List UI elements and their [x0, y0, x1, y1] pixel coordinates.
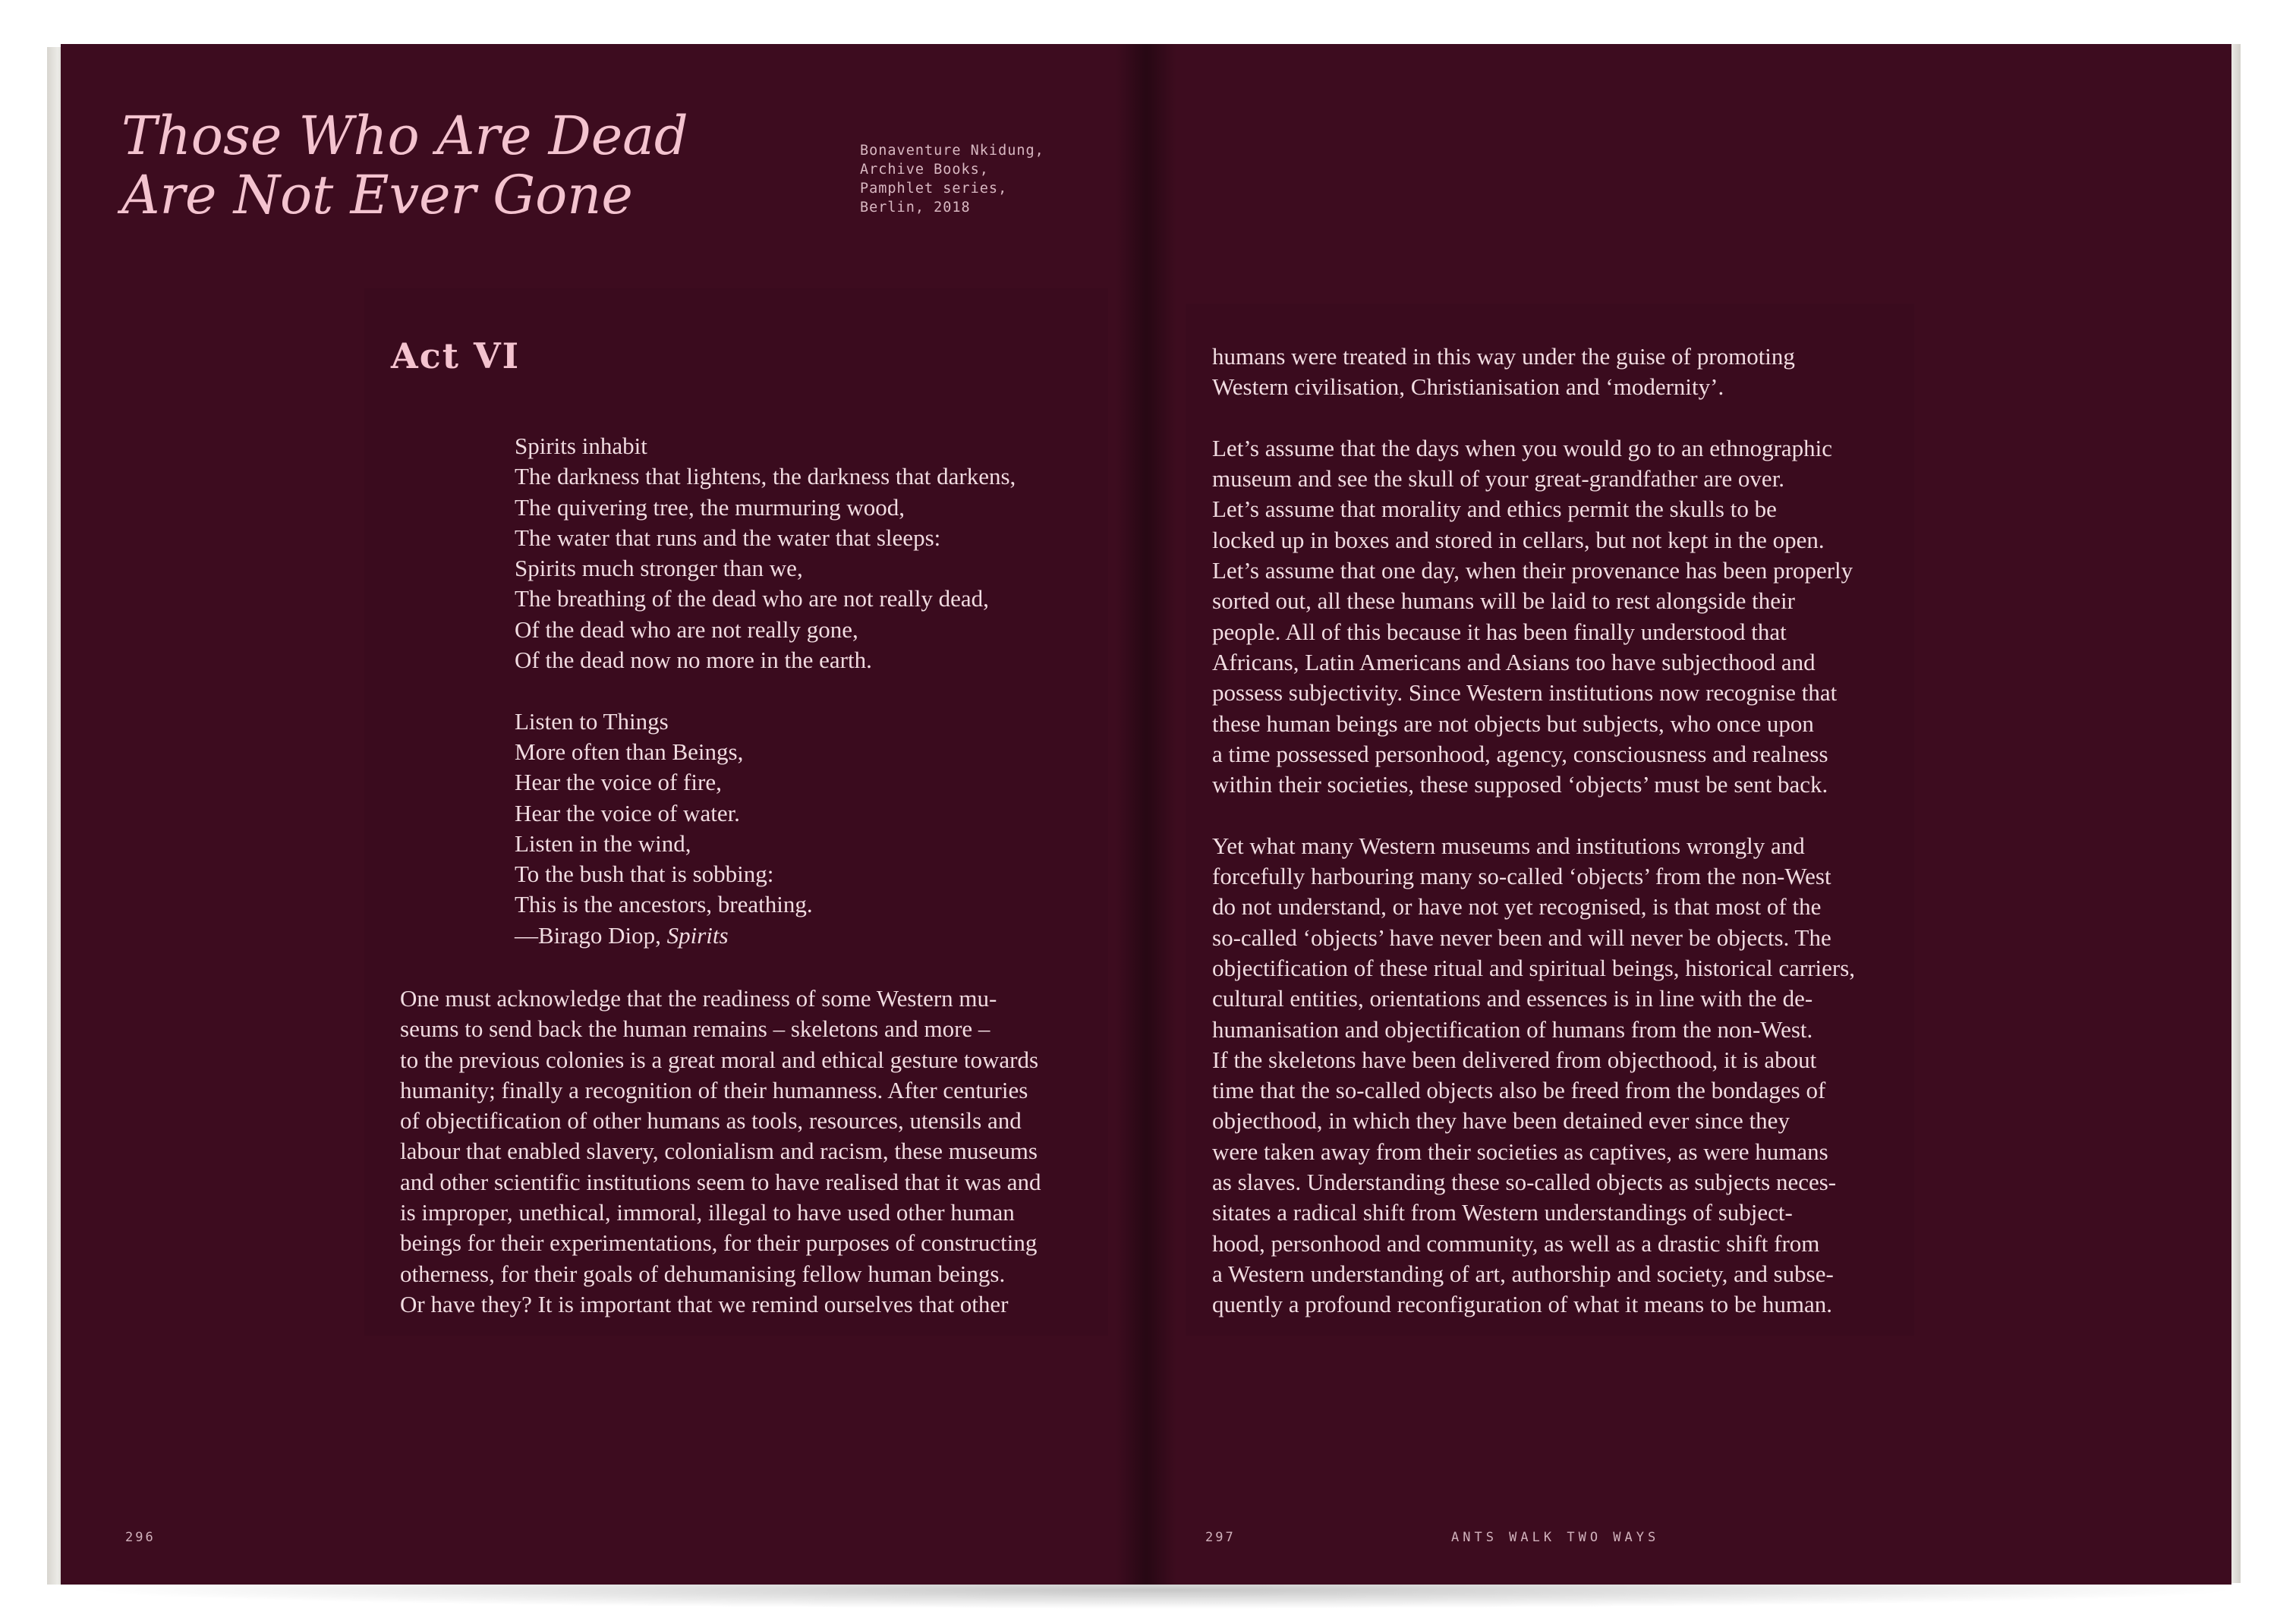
- poem-line: Of the dead now no more in the earth.: [515, 647, 872, 674]
- act-heading: Act VI: [391, 335, 521, 376]
- poem-line: Listen in the wind,: [515, 829, 691, 857]
- page-number-left: 296: [125, 1530, 156, 1545]
- body-line: a time possessed personhood, agency, consciousness and realness: [1212, 740, 1828, 767]
- source-credit: [860, 141, 1044, 217]
- body-line: humans were treated in this way under the guise of promoting: [1212, 343, 1795, 370]
- poem-line: Of the dead who are not really gone,: [515, 615, 858, 643]
- body-line: objecthood, in which they have been detained ever since they: [1212, 1107, 1790, 1135]
- poem-line: This is the ancestors, breathing.: [515, 891, 813, 918]
- poem-line: To the bush that is sobbing:: [515, 861, 774, 888]
- right-body-text: [1212, 341, 1895, 1320]
- poem-line: Spirits inhabit: [515, 433, 647, 459]
- poem-epigraph: [515, 431, 1107, 951]
- poem-attribution: [515, 921, 1107, 951]
- body-line: locked up in boxes and stored in cellars, but not kept in the open.: [1212, 526, 1825, 553]
- body-line: people. All of this because it has been finally understood that: [1212, 618, 1787, 645]
- poem-line: Listen to Things: [515, 707, 669, 735]
- body-line: so-called ‘objects’ have never been and will never be objects. The: [1212, 924, 1831, 951]
- body-line: museum and see the skull of your great-grandfather are over.: [1212, 465, 1785, 493]
- body-line: Or have they? It is important that we remind ourselves that other: [400, 1290, 1009, 1317]
- body-line: as slaves. Understanding these so-called objects as subjects neces-: [1212, 1169, 1837, 1196]
- body-line: sitates a radical shift from Western understandings of subject-: [1212, 1199, 1793, 1226]
- body-line: Western civilisation, Christianisation and ‘modernity’.: [1212, 373, 1724, 401]
- body-line: Africans, Latin Americans and Asians too have subjecthood and: [1212, 648, 1816, 675]
- credit-line: Pamphlet series,: [860, 181, 1008, 197]
- spine-gutter: [1116, 44, 1176, 1585]
- poem-line: Hear the voice of water.: [515, 799, 740, 826]
- body-line: labour that enabled slavery, colonialism and racism, these museums: [400, 1138, 1038, 1165]
- paragraph-break: [1212, 403, 1895, 433]
- poem-line: The quivering tree, the murmuring wood,: [515, 493, 905, 521]
- body-line: objectification of these ritual and spiritual beings, historical carriers,: [1212, 954, 1856, 981]
- body-line: Let’s assume that morality and ethics permit the skulls to be: [1212, 496, 1777, 523]
- stanza-break: [515, 675, 1107, 706]
- body-line: Let’s assume that the days when you would go to an ethnographic: [1212, 434, 1833, 461]
- poem-line: The breathing of the dead who are not really dead,: [515, 585, 989, 612]
- poem-line: Spirits much stronger than we,: [515, 555, 803, 582]
- body-line: time that the so-called objects also be freed from the bondages of: [1212, 1077, 1826, 1104]
- credit-line: Berlin, 2018: [860, 200, 971, 216]
- body-line: a Western understanding of art, authorship and society, and subse-: [1212, 1260, 1834, 1287]
- body-line: were taken away from their societies as captives, as were humans: [1212, 1138, 1828, 1165]
- body-line: sorted out, all these humans will be laid to rest alongside their: [1212, 587, 1795, 615]
- body-line: Yet what many Western museums and institutions wrongly and: [1212, 832, 1805, 859]
- body-line: humanity; finally a recognition of their humanness. After centuries: [400, 1076, 1028, 1103]
- title-line: Are Not Ever Gone: [121, 164, 633, 226]
- poem-line: The darkness that lightens, the darkness that darkens,: [515, 463, 1016, 490]
- body-line: within their societies, these supposed ‘objects’ must be sent back.: [1212, 771, 1828, 798]
- running-head: ANTS WALK TWO WAYS: [1451, 1530, 1660, 1545]
- title-line: Those Who Are Dead: [121, 105, 688, 167]
- body-line: forcefully harbouring many so-called ‘objects’ from the non-West: [1212, 863, 1831, 890]
- poem-line: Hear the voice of fire,: [515, 769, 722, 796]
- page-number-right: 297: [1205, 1530, 1236, 1545]
- body-line: of objectification of other humans as tools, resources, utensils and: [400, 1107, 1022, 1135]
- body-line: seums to send back the human remains – skeletons and more –: [400, 1015, 990, 1043]
- article-title: [121, 106, 805, 225]
- body-line: otherness, for their goals of dehumanising fellow human beings.: [400, 1260, 1006, 1287]
- body-line: Let’s assume that one day, when their provenance has been properly: [1212, 557, 1853, 584]
- body-line: is improper, unethical, immoral, illegal to have used other human: [400, 1199, 1015, 1226]
- paragraph-break: [1212, 800, 1895, 830]
- attribution-title: Spirits: [666, 921, 729, 949]
- left-body-text: [400, 984, 1076, 1320]
- body-line: and other scientific institutions seem to have realised that it was and: [400, 1168, 1041, 1195]
- body-line: cultural entities, orientations and essences is in line with the de-: [1212, 985, 1813, 1012]
- body-line: humanisation and objectification of humans from the non-West.: [1212, 1015, 1813, 1043]
- credit-line: Archive Books,: [860, 162, 989, 178]
- poem-line: More often than Beings,: [515, 738, 744, 765]
- body-line: to the previous colonies is a great moral and ethical gesture towards: [400, 1046, 1039, 1073]
- body-line: One must acknowledge that the readiness of some Western mu-: [400, 985, 997, 1012]
- credit-line: Bonaventure Nkidung,: [860, 143, 1044, 159]
- body-line: possess subjectivity. Since Western institutions now recognise that: [1212, 679, 1838, 707]
- body-line: If the skeletons have been delivered from objecthood, it is about: [1212, 1046, 1817, 1073]
- body-line: do not understand, or have not yet recognised, is that most of the: [1212, 893, 1822, 921]
- body-line: these human beings are not objects but subjects, who once upon: [1212, 710, 1814, 737]
- attribution-author: —Birago Diop,: [515, 921, 667, 949]
- body-line: quently a profound reconfiguration of what it means to be human.: [1212, 1291, 1832, 1318]
- poem-line: The water that runs and the water that sleeps:: [515, 524, 941, 551]
- body-line: beings for their experimentations, for their purposes of constructing: [400, 1229, 1038, 1257]
- body-line: hood, personhood and community, as well as a drastic shift from: [1212, 1229, 1820, 1257]
